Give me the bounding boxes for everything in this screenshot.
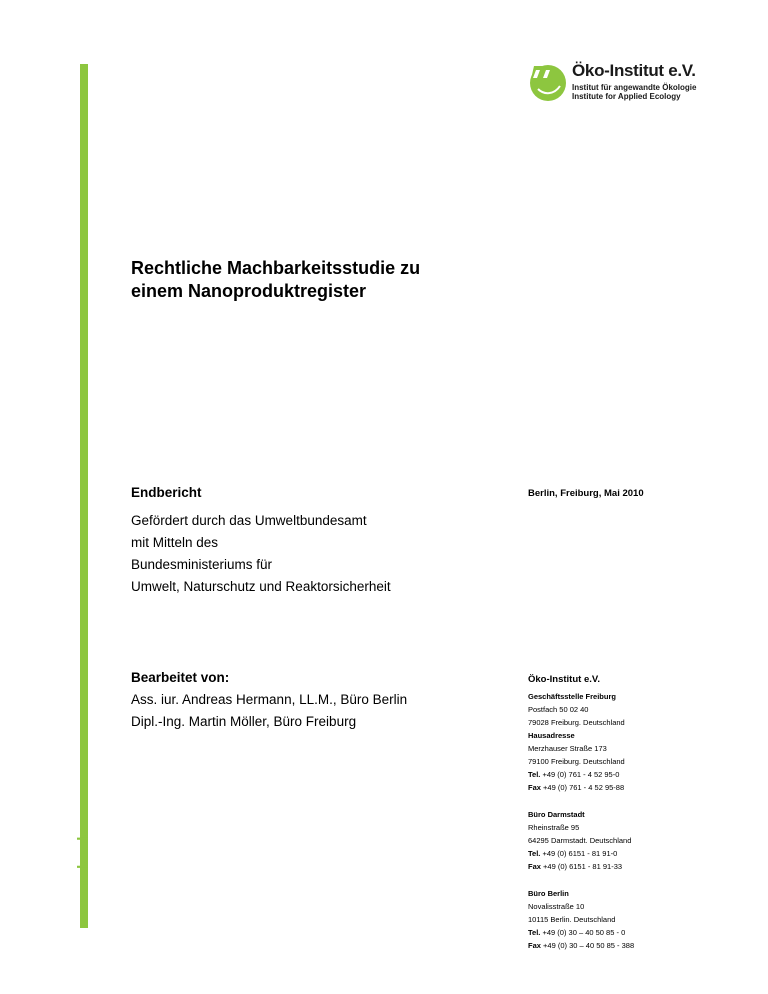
logo-title: Öko-Institut e.V.	[572, 61, 696, 80]
office-heading: Büro Berlin	[528, 889, 569, 898]
fax-number: +49 (0) 761 - 4 52 95-88	[543, 783, 625, 792]
office-address-line: Rheinstraße 95	[528, 823, 580, 832]
office-address-line: 10115 Berlin. Deutschland	[528, 915, 616, 924]
document-title-line-1: Rechtliche Machbarkeitsstudie zu	[131, 258, 421, 278]
office-address-line: Postfach 50 02 40	[528, 705, 589, 714]
author-name: Ass. iur. Andreas Hermann, LL.M., Büro Berlin	[131, 692, 408, 707]
report-date-place: Berlin, Freiburg, Mai 2010	[528, 488, 644, 499]
leaf-logo-icon	[528, 62, 568, 102]
organization-address-block	[528, 674, 728, 952]
authors-heading: Bearbeitet von:	[131, 670, 230, 685]
office-berlin	[528, 887, 728, 952]
fax-label: Fax	[528, 862, 541, 871]
office-phone	[528, 926, 728, 939]
logo-subtitle-en: Institute for Applied Ecology	[572, 92, 681, 101]
phone-label: Tel.	[528, 770, 541, 779]
office-address-line: Merzhauser Straße 173	[528, 744, 607, 753]
document-title	[131, 257, 531, 303]
phone-label: Tel.	[528, 928, 541, 937]
author-name: Dipl.-Ing. Martin Möller, Büro Freiburg	[131, 714, 357, 729]
fax-number: +49 (0) 6151 - 81 91-33	[543, 862, 623, 871]
website-url-vertical: www.oeko.de	[75, 827, 92, 928]
office-address-line: 79028 Freiburg. Deutschland	[528, 718, 625, 727]
organization-name: Öko-Institut e.V.	[528, 674, 600, 685]
fax-label: Fax	[528, 941, 541, 950]
office-heading: Geschäftsstelle Freiburg	[528, 692, 616, 701]
office-darmstadt	[528, 808, 728, 873]
funding-line: Bundesministeriums für	[131, 557, 273, 572]
office-heading: Hausadresse	[528, 731, 575, 740]
office-address-line: Novalisstraße 10	[528, 902, 585, 911]
document-title-line-2: einem Nanoproduktregister	[131, 281, 367, 301]
authors-list	[131, 689, 407, 733]
phone-number: +49 (0) 6151 - 81 91-0	[542, 849, 618, 858]
logo-subtitle-de: Institut für angewandte Ökologie	[572, 83, 697, 92]
oeko-institut-logo	[528, 62, 698, 106]
funding-line: mit Mitteln des	[131, 535, 219, 550]
funding-statement	[131, 510, 391, 598]
green-sidebar-bar	[80, 64, 88, 928]
office-fax	[528, 781, 728, 794]
office-phone	[528, 847, 728, 860]
fax-number: +49 (0) 30 – 40 50 85 - 388	[543, 941, 635, 950]
office-house-address	[528, 729, 728, 794]
phone-number: +49 (0) 30 – 40 50 85 - 0	[542, 928, 626, 937]
office-address-line: 64295 Darmstadt. Deutschland	[528, 836, 632, 845]
phone-number: +49 (0) 761 - 4 52 95-0	[542, 770, 620, 779]
office-heading: Büro Darmstadt	[528, 810, 585, 819]
funding-line: Gefördert durch das Umweltbundesamt	[131, 513, 367, 528]
office-fax	[528, 860, 728, 873]
office-phone	[528, 768, 728, 781]
office-freiburg-head	[528, 690, 728, 729]
funding-line: Umwelt, Naturschutz und Reaktorsicherheit	[131, 579, 391, 594]
office-address-line: 79100 Freiburg. Deutschland	[528, 757, 625, 766]
office-fax	[528, 939, 728, 952]
fax-label: Fax	[528, 783, 541, 792]
report-type: Endbericht	[131, 485, 202, 500]
phone-label: Tel.	[528, 849, 541, 858]
